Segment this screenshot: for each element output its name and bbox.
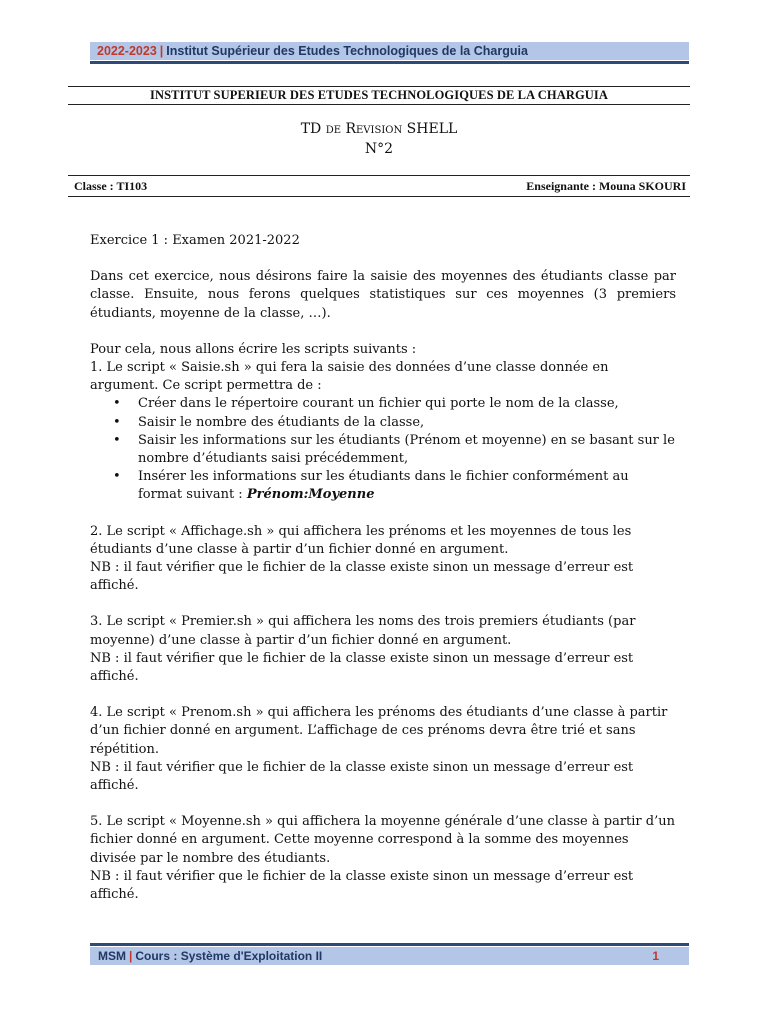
script-2-description: 2. Le script « Affichage.sh » qui affichera les prénoms et les moyennes de tous les étudiants d’une classe à partir d’un fichier donné en argument. [90,523,632,557]
page-header-band [90,42,689,60]
bullet-icon: • [113,414,121,430]
script-3-note: NB : il faut vérifier que le fichier de la classe existe sinon un message d’erreur est affiché. [90,650,634,685]
exercise-content [90,232,676,904]
institution-rule [68,104,690,105]
bullet-icon: • [113,432,121,448]
script-4-note: NB : il faut vérifier que le fichier de la classe existe sinon un message d’erreur est affiché. [90,759,634,794]
spacer [90,250,676,268]
header-year: 2022-2023 [97,44,157,58]
script-5-description: 5. Le script « Moyenne.sh » qui affichera la moyenne générale d’une classe à partir d’un fichier donné en argument. Cette moyenne correspond à la somme des moyennes divisée par le nombre des étudiants. [90,814,675,866]
td-number: N°2 [364,141,394,157]
meta-top-rule [68,175,690,176]
bullet-item [113,468,676,504]
teacher-label: Enseignante : Mouna SKOURI [526,179,686,193]
title-block-top-rule [68,86,690,87]
bullet-item [113,395,676,413]
bullet-text: Saisir les informations sur les étudiants (Prénom et moyenne) en se basant sur le nombre d’étudiants saisi précédemment, [138,432,675,467]
footer-separator: | [129,949,133,963]
meta-bottom-rule [68,196,690,197]
spacer [90,795,676,813]
format-value: Prénom:Moyenne [246,487,375,503]
footer-rule [90,943,689,946]
footer-course: Cours : Système d'Exploitation II [135,949,323,963]
script-2-note: NB : il faut vérifier que le fichier de la classe existe sinon un message d’erreur est affiché. [90,560,634,594]
header-separator: | [159,44,164,58]
spacer [90,505,676,523]
spacer [90,595,676,613]
bullet-icon: • [113,469,121,485]
script-1-description: 1. Le script « Saisie.sh » qui fera la saisie des données d’une classe donnée en argument. Ce script permettra de : [90,360,609,394]
institution-name: INSTITUT SUPERIEUR DES ETUDES TECHNOLOGIQUES DE LA CHARGUIA [150,88,608,102]
script-3-description: 3. Le script « Premier.sh » qui affichera les noms des trois premiers étudiants (par moyenne) d’une classe à partir d’un fichier donné en argument. [90,614,636,648]
spacer [90,323,676,341]
bullet-item [113,414,676,432]
td-title: TD de Revision SHELL [300,121,458,137]
page-footer-band [90,947,689,965]
script-5-note: NB : il faut vérifier que le fichier de la classe existe sinon un message d’erreur est affiché. [90,868,634,903]
page-number: 1 [652,949,659,963]
bullet-text: Saisir le nombre des étudiants de la classe, [138,414,425,430]
script-1-bullet-list [90,395,676,504]
script-4-description: 4. Le script « Prenom.sh » qui affichera les prénoms des étudiants d’une classe à partir d’un fichier donné en argument. L’affichage de ces prénoms devra être trié et sans répétition. [90,705,668,757]
spacer [90,686,676,704]
scripts-intro: Pour cela, nous allons écrire les scripts suivants : [90,341,417,357]
class-label: Classe : TI103 [74,179,148,193]
bullet-text: Créer dans le répertoire courant un fichier qui porte le nom de la classe, [138,396,619,412]
exercise-intro: Dans cet exercice, nous désirons faire la saisie des moyennes des étudiants classe par classe. Ensuite, nous ferons quelques statistiques sur ces moyennes (3 premiers étudiants, moyenne de la classe, …). [90,269,676,321]
bullet-text: Insérer les informations sur les étudiants dans le fichier conformément au format suivant : [138,469,629,503]
bullet-icon: • [113,396,121,412]
header-rule [90,61,689,64]
header-institute: Institut Supérieur des Etudes Technologiques de la Charguia [166,44,528,58]
bullet-item [113,432,676,468]
footer-author: MSM [98,949,126,963]
exercise-heading: Exercice 1 : Examen 2021-2022 [90,233,300,248]
